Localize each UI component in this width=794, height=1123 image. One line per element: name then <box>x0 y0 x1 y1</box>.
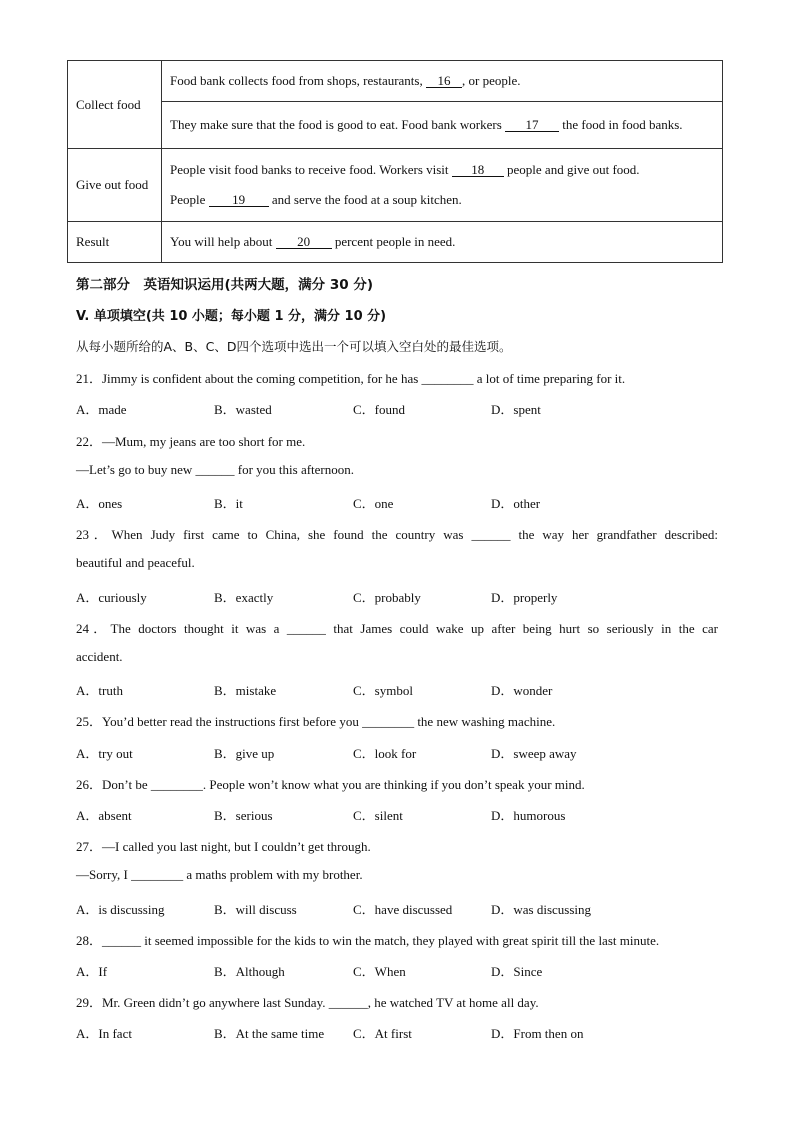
option-c[interactable]: C．probably <box>353 590 421 605</box>
option-a[interactable]: A．is discussing <box>76 902 165 917</box>
question-22-stem: 22．—Mum, my jeans are too short for me. <box>76 434 306 449</box>
part-title: 第二部分 英语知识运用(共两大题，满分 30 分) <box>76 277 374 293</box>
option-d[interactable]: D．was discussing <box>491 902 592 917</box>
option-c[interactable]: C．At first <box>353 1026 412 1041</box>
option-a[interactable]: A．truth <box>76 683 123 698</box>
option-d[interactable]: D．From then on <box>491 1026 584 1041</box>
option-d[interactable]: D．wonder <box>491 683 553 698</box>
option-d[interactable]: D．other <box>491 496 541 511</box>
option-a[interactable]: A．In fact <box>76 1026 132 1041</box>
option-b[interactable]: B．give up <box>214 746 275 761</box>
option-a[interactable]: A．absent <box>76 808 132 823</box>
option-b[interactable]: B．it <box>214 496 243 511</box>
collect-line-1 <box>162 61 723 102</box>
question-24-stem-2: accident. <box>76 649 123 664</box>
collect-line-2 <box>162 102 723 149</box>
answer-blank-17[interactable]: 17 <box>505 118 559 132</box>
giveout-cell <box>162 149 723 222</box>
option-b[interactable]: B．Although <box>214 964 285 979</box>
summary-table <box>67 60 723 263</box>
option-b[interactable]: B．mistake <box>214 683 277 698</box>
text: You will help about <box>170 234 276 249</box>
question-23-stem: 23．When Judy first came to China, she found the country was ______ the way her grandfather described: <box>76 527 718 542</box>
option-b[interactable]: B．At the same time <box>214 1026 325 1041</box>
option-a[interactable]: A．made <box>76 402 127 417</box>
giveout-line-2 <box>170 185 714 215</box>
question-27-stem: 27．—I called you last night, but I couldn’t get through. <box>76 839 371 854</box>
text: people and give out food. <box>503 162 640 177</box>
question-27-stem-2: —Sorry, I ________ a maths problem with my brother. <box>76 867 363 882</box>
option-d[interactable]: D．humorous <box>491 808 566 823</box>
text: the food in food banks. <box>559 117 683 132</box>
option-c[interactable]: C．look for <box>353 746 417 761</box>
result-line <box>162 222 723 263</box>
option-b[interactable]: B．serious <box>214 808 273 823</box>
text: People visit food banks to receive food. Workers visit <box>170 162 452 177</box>
option-a[interactable]: A．If <box>76 964 108 979</box>
row-label-giveout: Give out food <box>68 149 162 222</box>
row-label-result: Result <box>68 222 162 263</box>
answer-blank-16[interactable]: 16 <box>426 74 462 88</box>
option-c[interactable]: C．silent <box>353 808 403 823</box>
text: They make sure that the food is good to eat. Food bank workers <box>170 117 506 132</box>
question-26-stem: 26．Don’t be ________. People won’t know what you are thinking if you don’t speak your mind. <box>76 777 585 792</box>
option-d[interactable]: D．properly <box>491 590 558 605</box>
option-c[interactable]: C．have discussed <box>353 902 453 917</box>
question-25-stem: 25．You’d better read the instructions first before you ________ the new washing machine. <box>76 714 556 729</box>
option-d[interactable]: D．spent <box>491 402 541 417</box>
option-d[interactable]: D．sweep away <box>491 746 577 761</box>
question-22-stem-2: —Let’s go to buy new ______ for you this afternoon. <box>76 462 355 477</box>
text: and serve the food at a soup kitchen. <box>268 192 462 207</box>
answer-blank-18[interactable]: 18 <box>452 163 504 177</box>
option-c[interactable]: C．symbol <box>353 683 413 698</box>
option-c[interactable]: C．one <box>353 496 394 511</box>
answer-blank-20[interactable]: 20 <box>276 235 332 249</box>
question-24-stem: 24．The doctors thought it was a ______ that James could wake up after being hurt so seriously in the car <box>76 621 718 636</box>
text: , or people. <box>461 73 521 88</box>
option-b[interactable]: B．will discuss <box>214 902 297 917</box>
text: percent people in need. <box>331 234 456 249</box>
question-23-stem-2: beautiful and peaceful. <box>76 555 195 570</box>
option-d[interactable]: D．Since <box>491 964 543 979</box>
question-29-stem: 29．Mr. Green didn’t go anywhere last Sunday. ______, he watched TV at home all day. <box>76 995 539 1010</box>
instruction: 从每小题所给的A、B、C、D四个选项中选出一个可以填入空白处的最佳选项。 <box>76 339 512 354</box>
section-title: V. 单项填空(共 10 小题；每小题 1 分，满分 10 分) <box>76 309 387 324</box>
option-b[interactable]: B．exactly <box>214 590 274 605</box>
question-28-stem: 28．______ it seemed impossible for the kids to win the match, they played with great spirit till the last minute. <box>76 933 660 948</box>
row-label-collect: Collect food <box>68 61 162 149</box>
option-a[interactable]: A．curiously <box>76 590 147 605</box>
answer-blank-19[interactable]: 19 <box>209 193 269 207</box>
question-21-stem: 21．Jimmy is confident about the coming competition, for he has ________ a lot of time preparing for it. <box>76 371 626 386</box>
option-a[interactable]: A．try out <box>76 746 133 761</box>
option-c[interactable]: C．When <box>353 964 406 979</box>
option-b[interactable]: B．wasted <box>214 402 272 417</box>
text: People <box>170 192 209 207</box>
text: Food bank collects food from shops, restaurants, <box>170 73 426 88</box>
option-c[interactable]: C．found <box>353 402 406 417</box>
option-a[interactable]: A．ones <box>76 496 123 511</box>
giveout-line-1 <box>170 155 714 185</box>
